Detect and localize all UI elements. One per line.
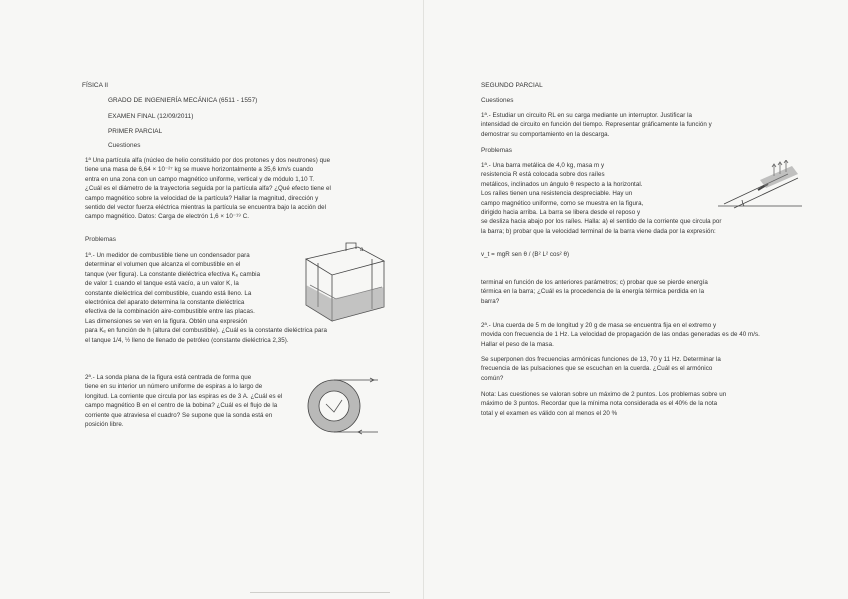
text-line: 1ª.- Estudiar un circuito RL en su carga mediante un interruptor. Justificar la xyxy=(481,112,692,119)
text-line: campo magnético uniforme, como se muestra en la figura, xyxy=(481,199,644,207)
text-line: frecuencia de las pulsaciones que se escuchan en la cuerda. ¿Cuál es el armónico xyxy=(481,365,713,373)
text-line: campo magnético B en el centro de la bobina? ¿Cuál es el flujo de la xyxy=(85,402,278,410)
text-line: térmica en la barra; ¿Cuál es la procedencia de la energía térmica perdida en la xyxy=(481,288,705,296)
right-page xyxy=(424,0,848,599)
text-line: Nota: Las cuestiones se valoran sobre un máximo de 2 puntos. Los problemas sobre un xyxy=(481,391,727,398)
page-edge-line xyxy=(250,592,390,593)
text-line: 2ª.- Una cuerda de 5 m de longitud y 20 g de masa se encuentra fija en el extremo y xyxy=(481,322,717,329)
svg-text:a: a xyxy=(360,247,364,253)
degree-line: GRADO DE INGENIERÍA MECÁNICA (6511 - 1557) xyxy=(108,97,258,104)
text-line: resistencia R está colocada sobre dos raíles xyxy=(481,171,605,179)
nota xyxy=(481,390,786,418)
text-line: longitud. La corriente que circula por las espiras es de 3 A. ¿Cuál es el xyxy=(85,392,283,400)
text-line: el tanque 1/4, ½ lleno de llenado de petróleo (constante dieléctrica 2,35). xyxy=(85,336,289,344)
text-line: determinar el volumen que alcanza el combustible en el xyxy=(85,261,241,269)
text-line: demostrar su comportamiento en la descarga. xyxy=(481,130,610,138)
text-line: terminal en función de los anteriores parámetros; c) probar que se pierde energía xyxy=(481,279,708,286)
text-line: Los raíles tienen una resistencia despreciable. Hay un xyxy=(481,190,633,198)
text-line: electrónica del aparato determina la constante dieléctrica xyxy=(85,299,245,307)
text-line: 1ª Una partícula alfa (núcleo de helio constituido por dos protones y dos neutrones) que xyxy=(85,157,331,164)
text-line: tiene en su interior un número uniforme de espiras a lo largo de xyxy=(85,383,263,391)
section-problemas-right: Problemas xyxy=(481,147,512,154)
part-line: PRIMER PARCIAL xyxy=(108,128,163,135)
text-line: de valor 1 cuando el tanque está vacío, a un valor K, la xyxy=(85,280,239,288)
text-line: corriente que atraviesa el cuadro? Se supone que la sonda está en xyxy=(85,411,273,419)
exam-line: EXAMEN FINAL (12/09/2011) xyxy=(108,113,194,120)
text-line: barra? xyxy=(481,297,500,305)
text-line: para Kₑ en función de h (altura del combustible). ¿Cuál es la constante dieléctrica para xyxy=(85,327,327,335)
inclined-rails-figure xyxy=(714,160,806,215)
text-line: movida con frecuencia de 1 Hz. La velocidad de propagación de las ondas generadas es de 40 m/s. xyxy=(481,331,760,339)
text-line: común? xyxy=(481,374,504,382)
text-line: Se superponen dos frecuencias armónicas funciones de 13, 70 y 11 Hz. Determinar la xyxy=(481,356,721,363)
fuel-tank-capacitor-figure xyxy=(296,241,392,333)
text-line: 1ª.- Un medidor de combustible tiene un condensador para xyxy=(85,252,250,259)
part-line-right: SEGUNDO PARCIAL xyxy=(481,82,543,89)
formula: v_t = mgR sen θ / (B² L² cos² θ) xyxy=(481,251,570,258)
text-line: la barra; b) probar que la velocidad terminal de la barra viene dada por la expresión: xyxy=(481,227,716,235)
cuestion-1-left xyxy=(85,156,355,222)
text-line: dirigido hacia arriba. La barra se libera desde el reposo y xyxy=(481,209,641,217)
section-problemas-left: Problemas xyxy=(85,236,116,243)
section-cuestiones-right: Cuestiones xyxy=(481,97,514,104)
text-line: sentido del vector fuerza eléctrica mientras la partícula se encuentra bajo la acción del xyxy=(85,204,327,212)
course-title: FÍSICA II xyxy=(82,82,109,89)
text-line: tanque (ver figura). La constante dieléctrica efectiva Kₑ cambia xyxy=(85,270,261,278)
problema-1-right-cont xyxy=(481,278,786,306)
text-line: posición libre. xyxy=(85,421,124,429)
text-line: tiene una masa de 6,64 × 10⁻²⁷ kg se mueve horizontalmente a 35,6 km/s cuando xyxy=(85,166,314,174)
section-cuestiones-left: Cuestiones xyxy=(108,142,141,149)
text-line: se desliza hacia abajo por los raíles. Halla: a) el sentido de la corriente que circula por xyxy=(481,218,722,226)
cuestion-1-right xyxy=(481,111,781,139)
text-line: Las dimensiones se ven en la figura. Obtén una expresión xyxy=(85,317,248,325)
text-line: total y el examen es válido con al menos el 20 % xyxy=(481,409,618,417)
text-line: Hallar el peso de la masa. xyxy=(481,340,554,348)
text-line: entra en una zona con un campo magnético uniforme, vertical y de módulo 1,10 T. xyxy=(85,175,315,183)
text-line: efectiva de la combinación aire-combustible entre las placas. xyxy=(85,308,255,316)
text-line: ¿Cuál es el diámetro de la trayectoria seguida por la partícula alfa? ¿Qué efecto tiene el xyxy=(85,185,331,193)
text-line: campo magnético sobre la velocidad de la partícula? Hallar la magnitud, dirección y xyxy=(85,194,319,202)
text-line: 1ª.- Una barra metálica de 4,0 kg, masa m y xyxy=(481,162,605,169)
text-line: constante dieléctrica del combustible, cuando está lleno. La xyxy=(85,289,252,297)
text-line: 2ª.- La sonda plana de la figura está centrada de forma que xyxy=(85,374,252,381)
toroid-coil-figure xyxy=(300,366,380,446)
text-line: intensidad de circuito en función del tiempo. Representar gráficamente la función y xyxy=(481,121,712,129)
text-line: campo magnético. Datos: Carga de electrón 1,6 × 10⁻¹⁹ C. xyxy=(85,213,250,221)
text-line: metálicos, inclinados un ángulo θ respecto a la horizontal. xyxy=(481,180,643,188)
text-line: máximo de 3 puntos. Recordar que la mínima nota considerada es el 40% de la nota xyxy=(481,400,718,408)
problema-2-right xyxy=(481,321,786,349)
problema-3-right xyxy=(481,355,786,383)
